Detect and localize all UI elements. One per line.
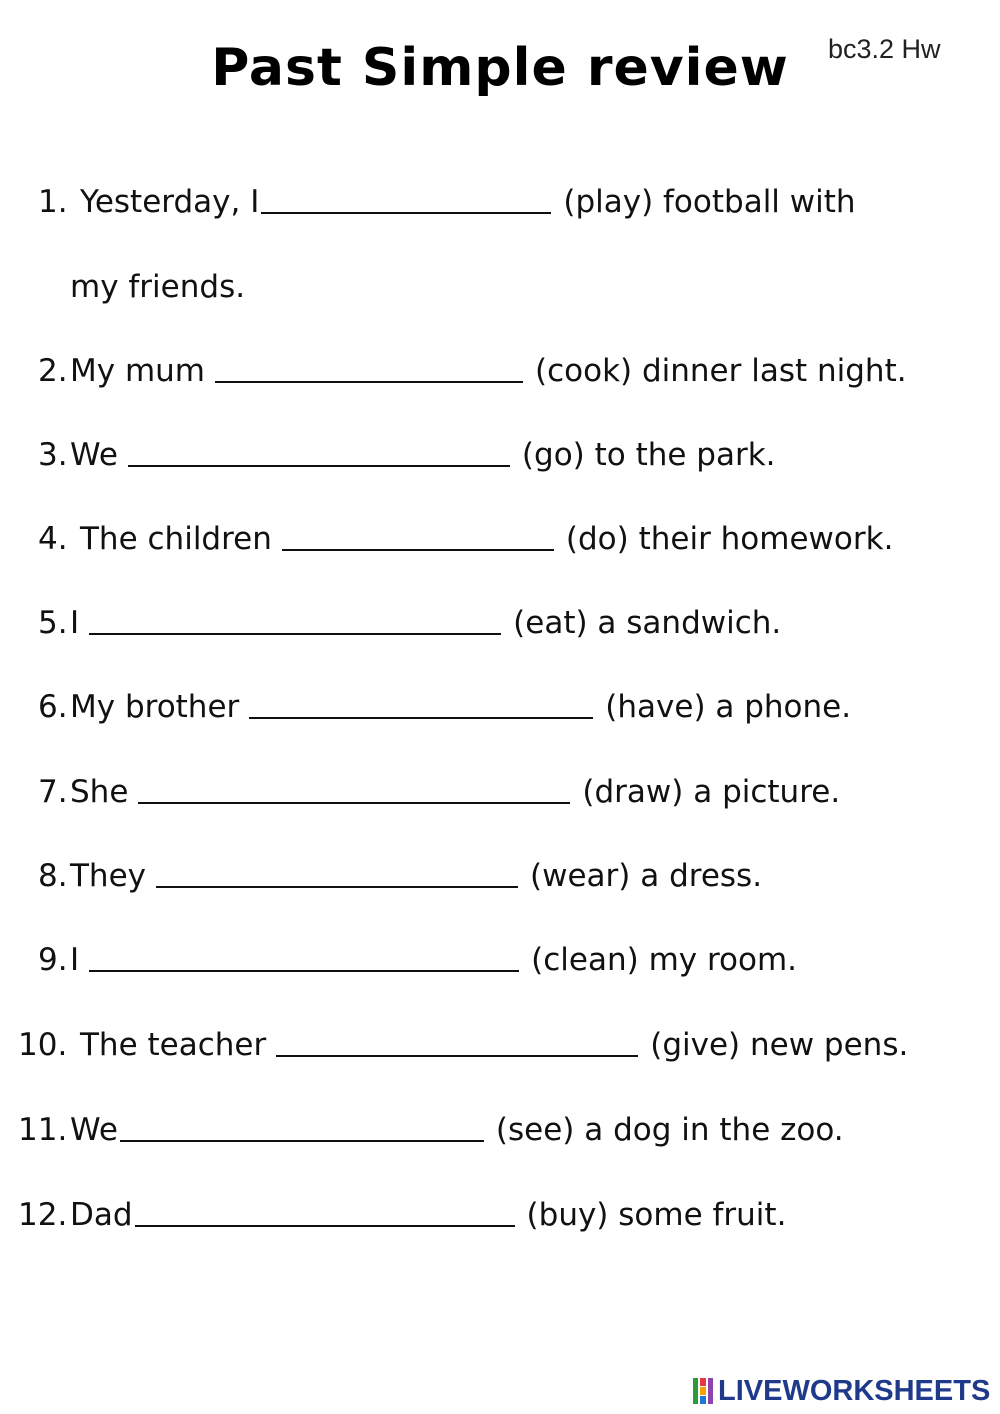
answer-blank-6[interactable] [249,687,593,719]
item-number: 6. [38,689,68,725]
answer-blank-1[interactable] [261,182,551,214]
item-number: 11. [18,1112,68,1148]
item-text-before: We [70,1112,118,1148]
item-number: 8. [38,858,68,894]
answer-blank-7[interactable] [138,772,570,804]
answer-blank-8[interactable] [156,856,518,888]
item-text-after: (have) a phone. [605,689,852,725]
worksheet-code: bc3.2 Hw [828,34,941,64]
item-number: 12. [18,1197,68,1233]
item-text-after: (do) their homework. [565,521,894,557]
item-text-before: My mum [70,353,205,389]
item-number: 5. [38,605,68,641]
item-text-before: Yesterday, I [80,184,260,220]
item-text-before: The children [80,521,272,557]
liveworksheets-logo-icon [692,1376,714,1406]
logo-text: LIVEWORKSHEETS [718,1374,991,1407]
item-text-after: (draw) a picture. [582,774,841,810]
item-text-before: I [70,942,80,978]
item-number: 7. [38,774,68,810]
answer-blank-11[interactable] [120,1110,484,1142]
item-text-before: They [70,858,147,894]
answer-blank-12[interactable] [135,1195,515,1227]
item-text-after: (eat) a sandwich. [513,605,782,641]
item-number: 2. [38,353,68,389]
item-number: 4. [38,521,68,557]
item-text-after: (play) football with [563,184,856,220]
item-number: 9. [38,942,68,978]
answer-blank-3[interactable] [128,435,510,467]
item-text-before: We [70,437,118,473]
liveworksheets-logo [692,1374,990,1408]
answer-blank-2[interactable] [215,351,523,383]
item-text-after: (wear) a dress. [530,858,763,894]
item-text-continuation: my friends. [70,269,246,305]
item-text-before: My brother [70,689,240,725]
item-number: 10. [18,1027,68,1063]
answer-blank-9[interactable] [89,940,519,972]
item-text-after: (buy) some fruit. [526,1197,787,1233]
item-text-after: (see) a dog in the zoo. [495,1112,844,1148]
answer-blank-10[interactable] [276,1025,638,1057]
item-text-after: (cook) dinner last night. [535,353,907,389]
item-text-after: (clean) my room. [531,942,798,978]
answer-blank-5[interactable] [89,603,501,635]
item-text-before: I [70,605,80,641]
item-text-after: (give) new pens. [650,1027,909,1063]
page-title: Past Simple review [211,38,789,98]
item-number: 1. [38,184,68,220]
item-text-before: She [70,774,129,810]
item-text-after: (go) to the park. [521,437,776,473]
answer-blank-4[interactable] [282,519,554,551]
item-number: 3. [38,437,68,473]
item-text-before: Dad [70,1197,133,1233]
item-text-before: The teacher [80,1027,267,1063]
